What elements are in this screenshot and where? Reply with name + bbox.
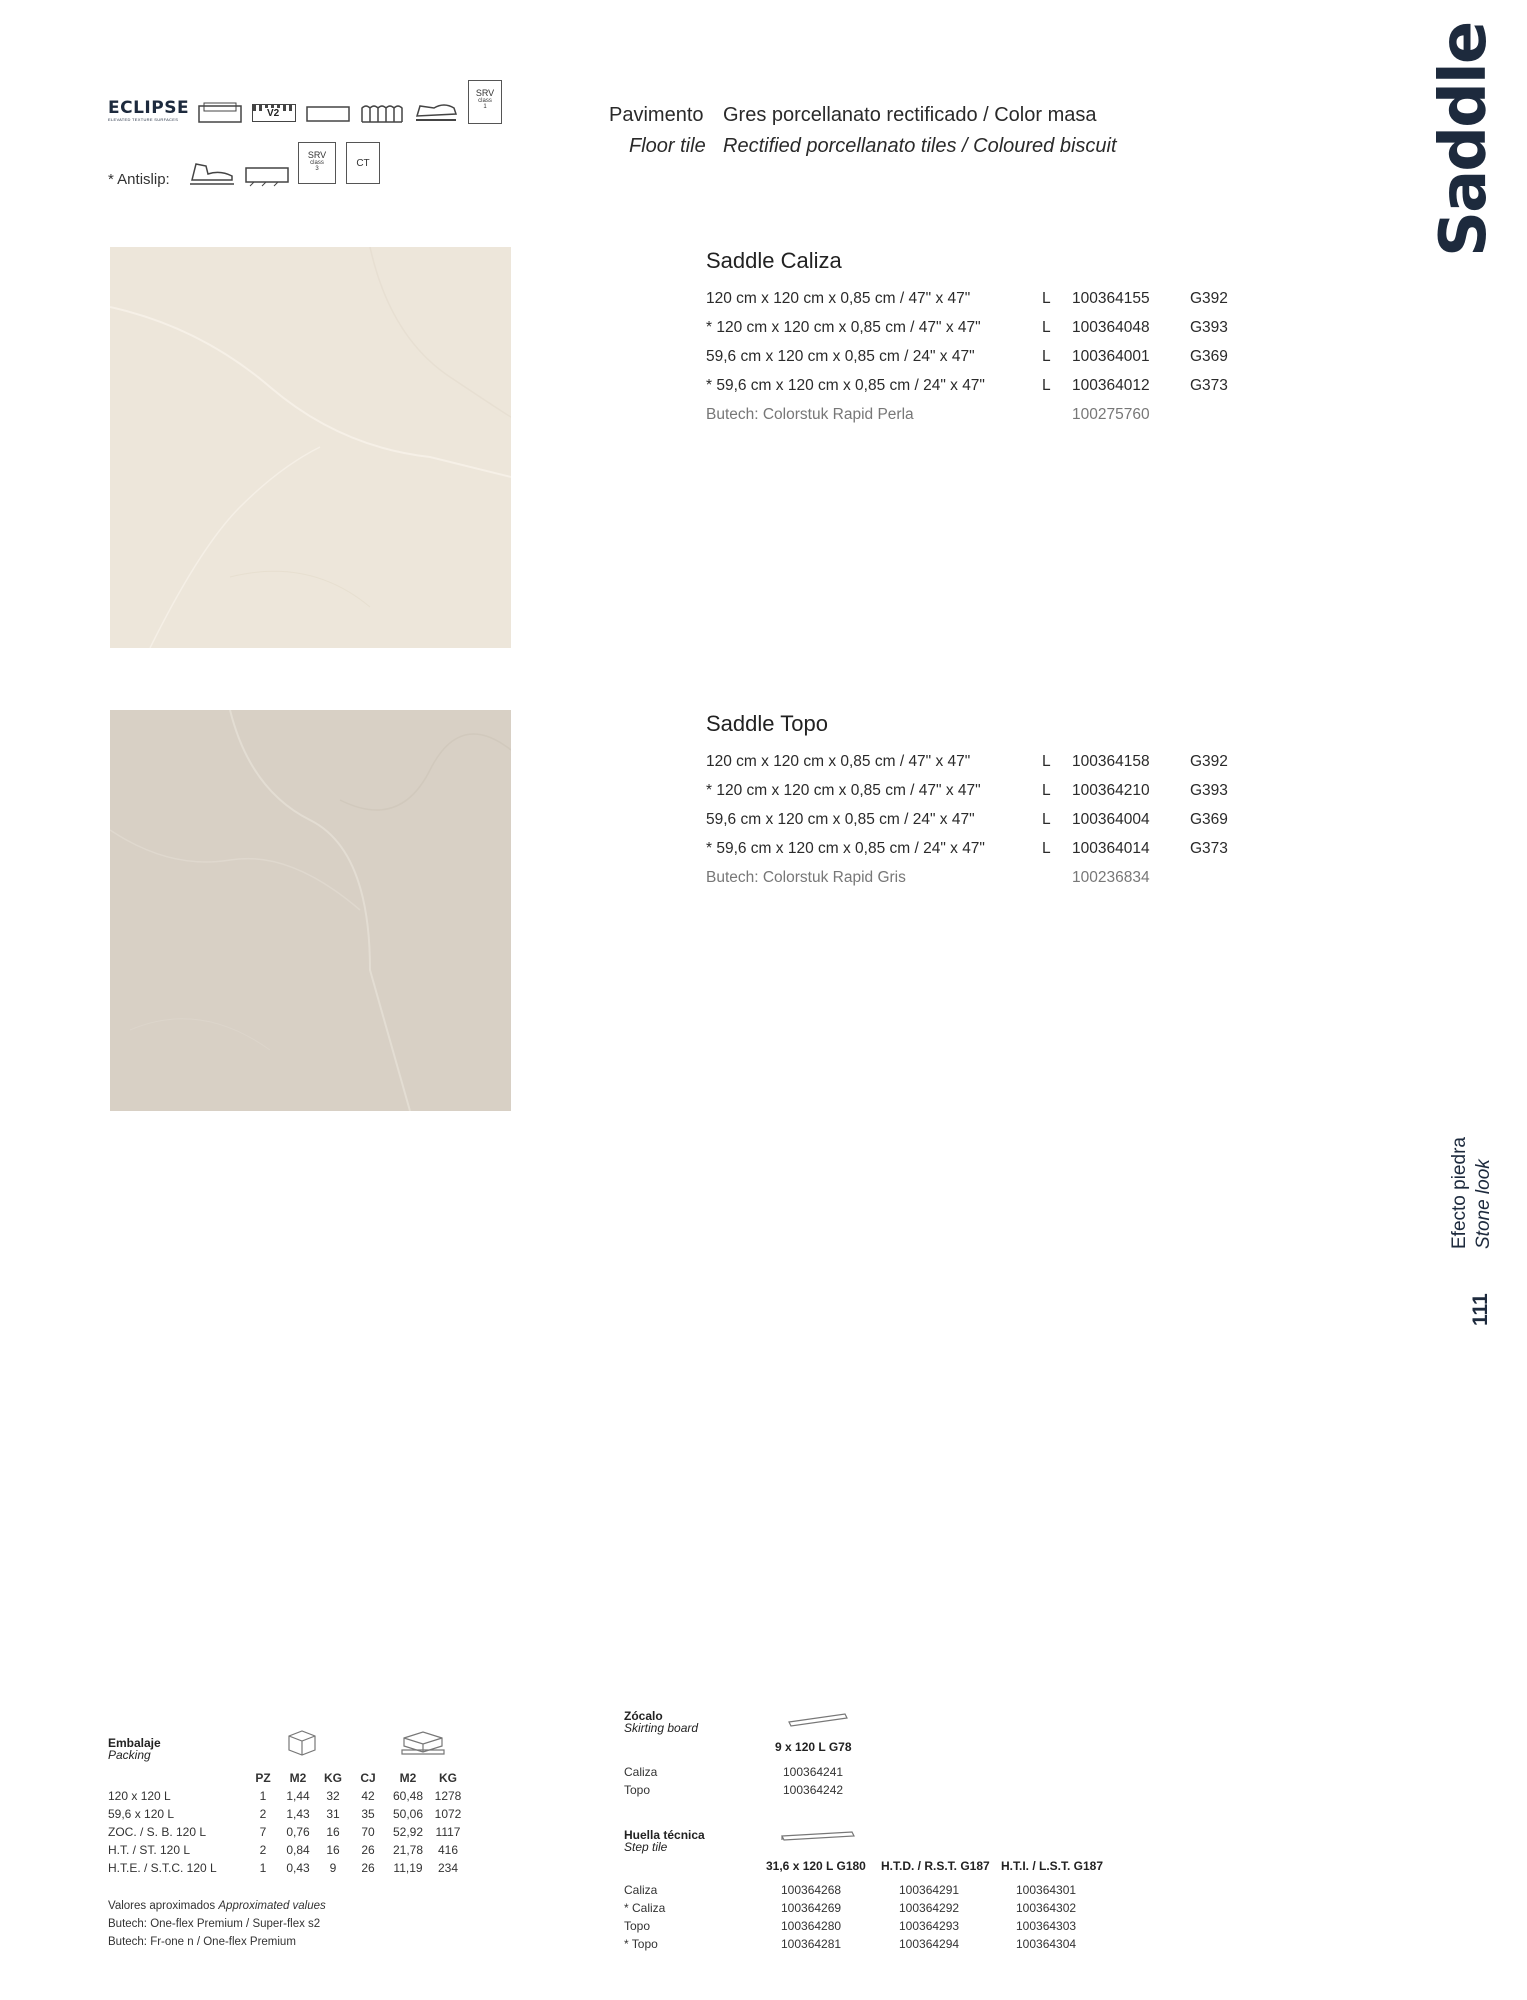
step-title-es: Huella técnica [624,1828,705,1842]
step-codes-col-1 [781,1881,841,1953]
step-col-header: H.T.D. / R.S.T. G187 [881,1859,990,1873]
size-desc: * 59,6 cm x 120 cm x 0,85 cm / 24" x 47" [706,840,985,857]
table-cell: 26 [361,1861,375,1875]
table-cell: 416 [437,1843,459,1857]
product-code: 100364155 [1072,290,1150,307]
butech-note-1: Butech: One-flex Premium / Super-flex s2 [108,1918,321,1930]
row-label: Topo [624,1919,651,1933]
wall-use-icon [360,102,404,124]
group-code: G369 [1190,811,1228,828]
srv-class-3-icon [298,142,336,184]
table-cell: 9 [329,1861,337,1875]
brand-tagline: ELEVATED TEXTURE SURFACES [108,117,179,122]
skirting-heading [624,1710,698,1734]
row-label: Caliza [624,1883,658,1897]
srv-label: SRV [307,150,327,160]
antislip-tile-icon [244,164,290,188]
size-desc: 59,6 cm x 120 cm x 0,85 cm / 24" x 47" [706,811,975,828]
packing-title-es: Embalaje [108,1736,161,1750]
product-title: Saddle Topo [706,711,828,736]
table-row [108,1841,468,1859]
table-row [108,1805,468,1823]
col-header: KG [439,1771,457,1785]
product-code: 100364014 [1072,840,1150,857]
row-code: 100364242 [783,1783,844,1797]
butech-row [706,863,1266,892]
row-code: 100364268 [781,1883,842,1897]
product-row [706,342,1266,371]
step-codes-col-2 [899,1881,959,1953]
row-code: 100364303 [1016,1919,1077,1933]
finish-code: L [1042,753,1051,770]
finish-code: L [1042,811,1051,828]
col-header: M2 [289,1771,307,1785]
step-labels [624,1881,665,1953]
packing-header-row [108,1769,468,1787]
table-cell: 32 [326,1789,340,1803]
table-cell: 0,84 [286,1843,310,1857]
finish-code: L [1042,782,1051,799]
table-row [108,1859,468,1877]
row-code: 100364304 [1016,1937,1077,1951]
table-cell: 52,92 [392,1825,424,1839]
product-row [706,776,1266,805]
skirting-title-en: Skirting board [624,1721,699,1735]
product-code: 100364158 [1072,753,1150,770]
row-label: * Caliza [624,1901,666,1915]
product-row [706,747,1266,776]
row-code: 100364269 [781,1901,842,1915]
size-desc: 120 cm x 120 cm x 0,85 cm / 47" x 47" [706,753,971,770]
floor-traffic-icon [414,98,458,124]
table-cell: 16 [326,1825,340,1839]
step-col-header: 31,6 x 120 L G180 [766,1859,866,1873]
group-code: G373 [1190,840,1228,857]
size-desc: 120 cm x 120 cm x 0,85 cm / 47" x 47" [706,290,971,307]
table-cell: H.T.E. / S.T.C. 120 L [108,1861,217,1875]
table-cell: H.T. / ST. 120 L [108,1843,191,1857]
butech-code: 100275760 [1072,406,1150,423]
table-cell: 50,06 [392,1807,424,1821]
product-title: Saddle Caliza [706,248,842,273]
skirting-labels [624,1763,657,1799]
skirting-title-es: Zócalo [624,1709,663,1723]
table-cell: 31 [326,1807,340,1821]
skirting-icon [785,1708,851,1728]
table-cell: 1 [259,1861,267,1875]
step-heading [624,1829,705,1853]
srv-class-1-icon [468,80,502,124]
shade-variation-icon [252,104,296,122]
butech-note-2: Butech: Fr-one n / One-flex Premium [108,1936,296,1948]
table-cell: 234 [437,1861,459,1875]
ct-icon [346,142,380,184]
brand-logo [108,100,188,126]
packing-table [108,1769,468,1877]
step-title-en: Step tile [624,1840,668,1854]
approx-note-es: Valores aproximados [108,1900,216,1912]
product-row [706,284,1266,313]
pallet-icon [398,1728,448,1756]
srv-class-label: class [478,98,492,104]
table-cell: ZOC. / S. B. 120 L [108,1825,207,1839]
col-header: KG [324,1771,342,1785]
product-code: 100364210 [1072,782,1150,799]
series-title: Saddle [1427,22,1501,257]
table-cell: 42 [361,1789,375,1803]
table-cell: 1 [259,1789,267,1803]
box-icon [285,1728,319,1756]
table-cell: 26 [361,1843,375,1857]
group-code: G392 [1190,753,1228,770]
butech-desc: Butech: Colorstuk Rapid Perla [706,406,914,423]
brand-name: ECLIPSE [108,98,190,118]
skirting-codes [783,1763,843,1799]
table-cell: 1117 [435,1825,461,1839]
table-cell: 21,78 [392,1843,424,1857]
packing-heading [108,1737,161,1761]
row-code: 100364281 [781,1937,842,1951]
size-desc: * 120 cm x 120 cm x 0,85 cm / 47" x 47" [706,319,981,336]
product-row [706,805,1266,834]
table-cell: 1,43 [286,1807,310,1821]
size-desc: * 120 cm x 120 cm x 0,85 cm / 47" x 47" [706,782,981,799]
table-row [108,1787,468,1805]
product-block-caliza [706,248,1266,429]
tile-desc-en: Rectified porcellanato tiles / Coloured biscuit [723,135,1117,157]
table-cell: 120 x 120 L [108,1789,171,1803]
skirting-col-header: 9 x 120 L G78 [775,1740,852,1754]
product-code: 100364004 [1072,811,1150,828]
table-cell: 11,19 [393,1861,423,1875]
table-cell: 1,44 [286,1789,310,1803]
swatch-saddle-caliza [110,247,511,648]
group-code: G393 [1190,782,1228,799]
row-label: Topo [624,1783,651,1797]
size-desc: 59,6 cm x 120 cm x 0,85 cm / 24" x 47" [706,348,975,365]
col-header: M2 [399,1771,417,1785]
packing-title-en: Packing [108,1748,151,1762]
tile-type-es: Pavimento [609,104,704,126]
row-code: 100364241 [783,1765,844,1779]
butech-desc: Butech: Colorstuk Rapid Gris [706,869,906,886]
product-code: 100364012 [1072,377,1150,394]
v2-label: V2 [267,108,280,119]
step-col-header: H.T.I. / L.S.T. G187 [1001,1859,1104,1873]
approx-note-en: Approximated values [218,1900,326,1912]
row-code: 100364292 [899,1901,960,1915]
table-cell: 0,43 [286,1861,310,1875]
tile-desc-es: Gres porcellanato rectificado / Color masa [723,104,1097,126]
table-cell: 2 [259,1843,267,1857]
rectified-tile-icon [198,102,242,124]
product-block-topo [706,711,1266,892]
row-code: 100364294 [899,1937,960,1951]
product-row [706,313,1266,342]
finish-code: L [1042,290,1051,307]
butech-code: 100236834 [1072,869,1150,886]
row-label: Caliza [624,1765,658,1779]
step-codes-col-3 [1016,1881,1076,1953]
srv-class-number: 3 [315,166,319,172]
srv-label: SRV [475,88,495,98]
table-cell: 2 [259,1807,267,1821]
group-code: G393 [1190,319,1228,336]
col-header: PZ [255,1771,271,1785]
table-cell: 1072 [434,1807,462,1821]
row-code: 100364301 [1016,1883,1077,1897]
row-code: 100364302 [1016,1901,1077,1915]
finish-code: L [1042,840,1051,857]
size-desc: * 59,6 cm x 120 cm x 0,85 cm / 24" x 47" [706,377,985,394]
step-tile-icon [778,1826,858,1846]
group-code: G369 [1190,348,1228,365]
col-header: CJ [360,1771,376,1785]
table-cell: 35 [361,1807,375,1821]
table-cell: 7 [259,1825,267,1839]
srv-class-label: class [310,160,324,166]
row-code: 100364293 [899,1919,960,1933]
row-code: 100364291 [899,1883,960,1897]
finish-code: L [1042,319,1051,336]
approx-note [108,1900,326,1912]
row-label: * Topo [624,1937,658,1951]
ct-label: CT [356,157,370,169]
antislip-shoe-icon [188,158,236,186]
antislip-label: * Antislip: [108,171,170,188]
product-row [706,371,1266,400]
butech-row [706,400,1266,429]
table-cell: 70 [361,1825,375,1839]
table-cell: 16 [326,1843,340,1857]
row-code: 100364280 [781,1919,842,1933]
finish-code: L [1042,348,1051,365]
product-code: 100364001 [1072,348,1150,365]
tile-thickness-icon [306,104,350,124]
table-cell: 59,6 x 120 L [108,1807,175,1821]
swatch-saddle-topo [110,710,511,1111]
table-cell: 1278 [434,1789,462,1803]
category-es: Efecto piedra [1449,1137,1470,1249]
group-code: G373 [1190,377,1228,394]
table-cell: 0,76 [286,1825,310,1839]
table-cell: 60,48 [392,1789,424,1803]
table-row [108,1823,468,1841]
category-en: Stone look [1473,1159,1494,1249]
finish-code: L [1042,377,1051,394]
product-row [706,834,1266,863]
srv-class-number: 1 [483,104,487,110]
product-code: 100364048 [1072,319,1150,336]
tile-type-en: Floor tile [629,135,706,157]
group-code: G392 [1190,290,1228,307]
page-number: 111 [1469,1293,1492,1326]
